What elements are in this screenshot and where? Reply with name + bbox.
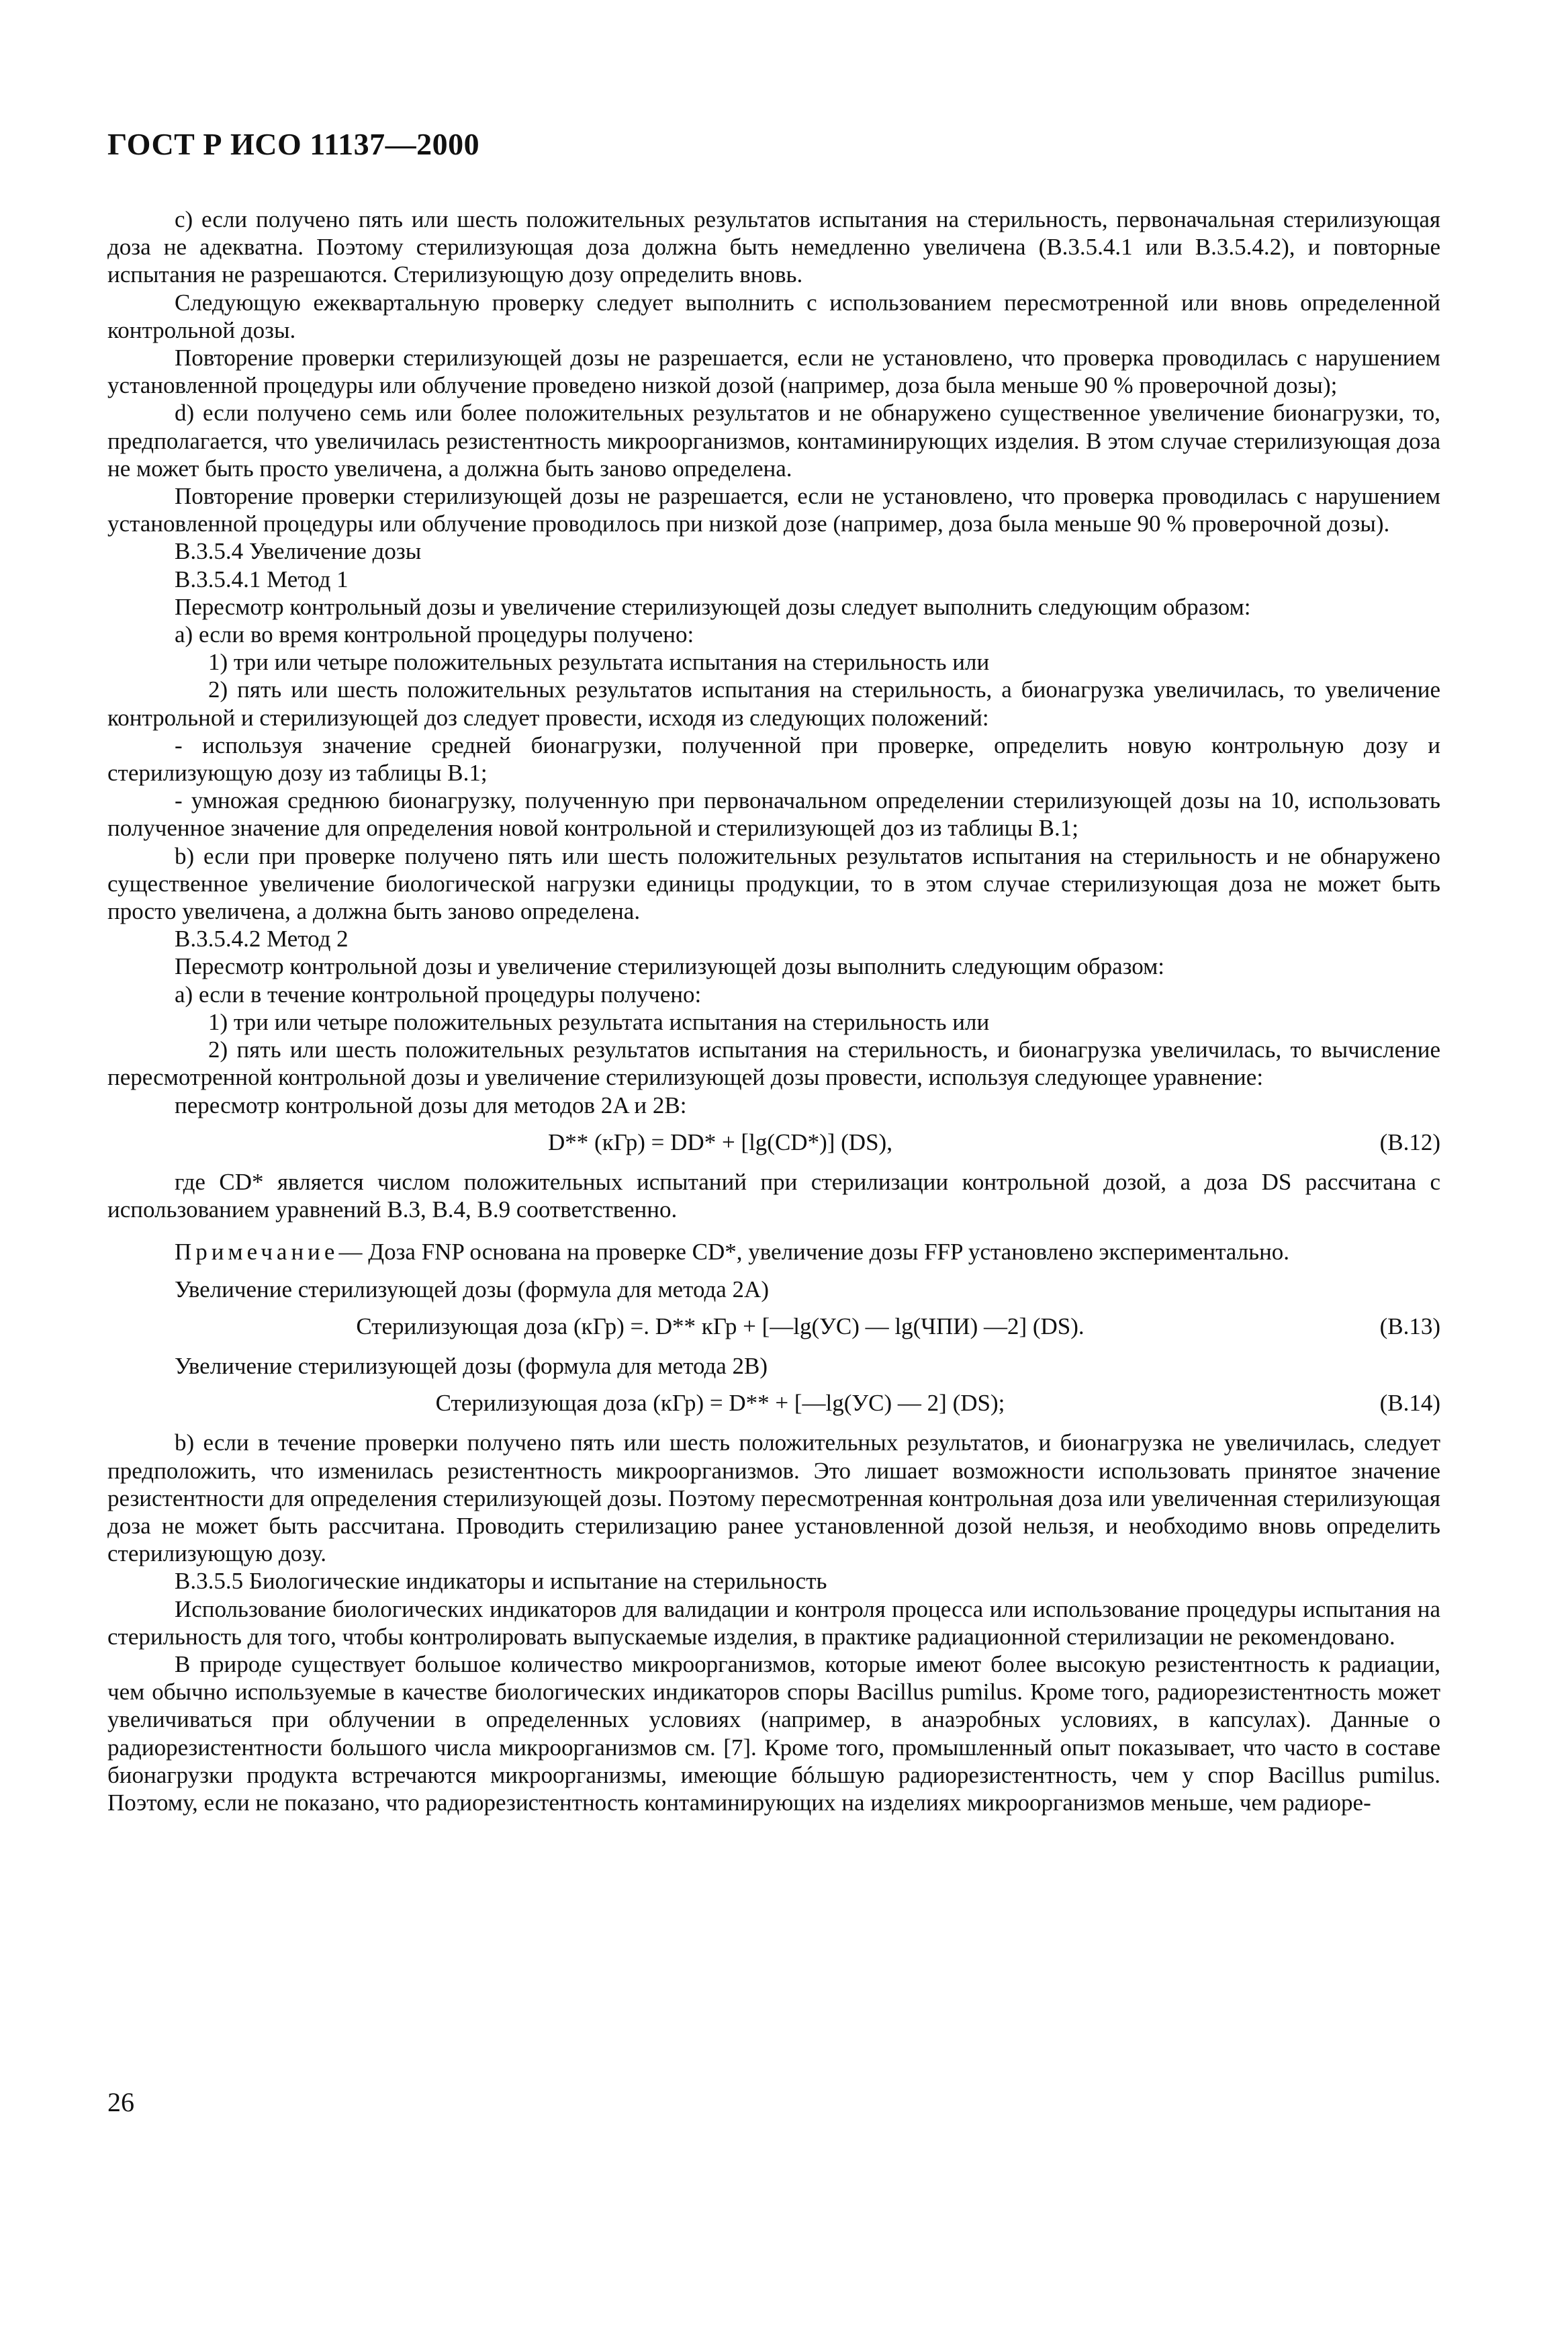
- note-text: — Доза FNP основана на проверке CD*, увеличение дозы FFP установлено экспериментально.: [338, 1239, 1290, 1266]
- list-item-1: 1) три или четыре положительных результата испытания на стерильность или: [208, 649, 990, 676]
- paragraph: Увеличение стерилизующей дозы (формула для метода 2A): [175, 1276, 769, 1302]
- section-heading-b3-5-4-1: B.3.5.4.1 Метод 1: [175, 566, 349, 592]
- equation-b14: [107, 1389, 1440, 1417]
- paragraph-c: c) если получено пять или шесть положительных результатов испытания на стерильность, первоначальная стерилизующая доза не адекватна. Поэтому стерилизующая доза должна быть немедленно увеличена (B.3.5.4.1 или B.3.5.4.2), и повторные испытания не разрешаются. Стерилизующую дозу определить вновь.: [107, 206, 1440, 288]
- dash-item: - используя значение средней бионагрузки, полученной при проверке, определить новую контрольную дозу и стерилизующую дозу из таблицы B.1;: [107, 732, 1440, 787]
- equation-expression: D** (кГр) = DD* + [lg(CD*)] (DS),: [548, 1129, 892, 1155]
- list-item-b: b) если при проверке получено пять или шесть положительных результатов испытания на стерильность и не обнаружено существенное увеличение биологической нагрузки единицы продукции, то в этом случае стерилизующая доза не может быть просто увеличена, а должна быть заново определена.: [107, 842, 1440, 925]
- list-item-1: 1) три или четыре положительных результата испытания на стерильность или: [208, 1008, 990, 1035]
- equation-expression: Стерилизующая доза (кГр) = D** + [—lg(УС) — 2] (DS);: [435, 1390, 1005, 1417]
- paragraph: Следующую ежеквартальную проверку следует выполнить с использованием пересмотренной или вновь определенной контрольной дозы.: [107, 289, 1440, 343]
- paragraph-d: d) если получено семь или более положительных результатов и не обнаружено существенное увеличение бионагрузки, то, предполагается, что увеличилась резистентность микроорганизмов, контаминирующих изделия. В этом случае стерилизующая доза не может быть просто увеличена, а должна быть заново определена.: [107, 400, 1440, 482]
- paragraph: Повторение проверки стерилизующей дозы не разрешается, если не установлено, что проверка проводилась с нарушением установленной процедуры или облучение проводилось при низкой дозе (например, доза была меньше 90 % проверочной дозы).: [107, 483, 1440, 537]
- equation-number: (B.14): [1379, 1390, 1440, 1417]
- paragraph: пересмотр контрольной дозы для методов 2A и 2B:: [175, 1092, 687, 1118]
- paragraph: Пересмотр контрольный дозы и увеличение стерилизующей дозы следует выполнить следующим образом:: [175, 593, 1251, 620]
- section-heading-b3-5-4: B.3.5.4 Увеличение дозы: [175, 538, 422, 565]
- equation-expression: Стерилизующая доза (кГр) =. D** кГр + [—lg(УС) — lg(ЧПИ) —2] (DS).: [356, 1313, 1085, 1339]
- document-body: [107, 206, 1440, 1816]
- paragraph: Использование биологических индикаторов для валидации и контроля процесса или использование процедуры испытания на стерильность для того, чтобы контролировать выпускаемые изделия, в практике радиационной стерилизации не рекомендовано.: [107, 1595, 1440, 1650]
- paragraph: Повторение проверки стерилизующей дозы не разрешается, если не установлено, что проверка проводилась с нарушением установленной процедуры или облучение проведено низкой дозой (например, доза была меньше 90 % проверочной дозы);: [107, 345, 1440, 399]
- paragraph: Пересмотр контрольной дозы и увеличение стерилизующей дозы выполнить следующим образом:: [175, 953, 1164, 980]
- page-number: 26: [107, 2087, 134, 2117]
- list-item-b: b) если в течение проверки получено пять или шесть положительных результатов, и бионагрузка не увеличилась, следует предположить, что изменилась резистентность микроорганизмов. Это лишает возможности использовать принятое значение резистентности для определения стерилизующей дозы. Поэтому пересмотренная контрольная доза или увеличенная стерилизующая доза не может быть рассчитана. Проводить стерилизацию ранее установленной дозой нельзя, и необходимо вновь определить стерилизующую дозу.: [107, 1429, 1440, 1567]
- section-heading-b3-5-4-2: B.3.5.4.2 Метод 2: [175, 926, 349, 953]
- standard-header: ГОСТ Р ИСО 11137—2000: [107, 127, 480, 161]
- note-label: Примечание: [175, 1239, 339, 1266]
- equation-b12: [107, 1129, 1440, 1156]
- equation-b13: [107, 1313, 1440, 1340]
- section-heading-b3-5-5: B.3.5.5 Биологические индикаторы и испытание на стерильность: [175, 1568, 827, 1595]
- list-item-2: 2) пять или шесть положительных результатов испытания на стерильность, а бионагрузка увеличилась, то увеличение контрольной и стерилизующей доз следует провести, исходя из следующих положений:: [107, 676, 1440, 731]
- paragraph: где CD* является числом положительных испытаний при стерилизации контрольной дозой, а доза DS рассчитана с использованием уравнений B.3, B.4, B.9 соответственно.: [107, 1168, 1440, 1223]
- equation-number: (B.13): [1379, 1313, 1440, 1339]
- list-item-2: 2) пять или шесть положительных результатов испытания на стерильность, и бионагрузка увеличилась, то вычисление пересмотренной контрольной дозы и увеличение стерилизующей дозы провести, используя следующее уравнение:: [107, 1036, 1440, 1091]
- paragraph: В природе существует большое количество микроорганизмов, которые имеют более высокую резистентность к радиации, чем обычно используемые в качестве биологических индикаторов споры Bacillus pumilus. Кроме того, радиорезистентность может увеличиваться при облучении в определенных условиях (например, в анаэробных условиях, в капсулах). Данные о радиорезистентности большого числа микроорганизмов см. [7]. Кроме того, промышленный опыт показывает, что часто в составе бионагрузки продукта встречаются микроорганизмы, имеющие бóльшую радиорезистентность, чем у спор Bacillus pumilus. Поэтому, если не показано, что радиорезистентность контаминирующих на изделиях микроорганизмов меньше, чем радиоре-: [107, 1650, 1440, 1816]
- list-item-a: a) если во время контрольной процедуры получено:: [175, 621, 694, 648]
- dash-item: - умножая среднюю бионагрузку, полученную при первоначальном определении стерилизующей дозы на 10, использовать полученное значение для определения новой контрольной и стерилизующей доз из таблицы B.1;: [107, 787, 1440, 842]
- note: [107, 1238, 1440, 1266]
- equation-number: (B.12): [1379, 1129, 1440, 1155]
- list-item-a: a) если в течение контрольной процедуры получено:: [175, 981, 702, 1008]
- paragraph: Увеличение стерилизующей дозы (формула для метода 2B): [175, 1352, 768, 1379]
